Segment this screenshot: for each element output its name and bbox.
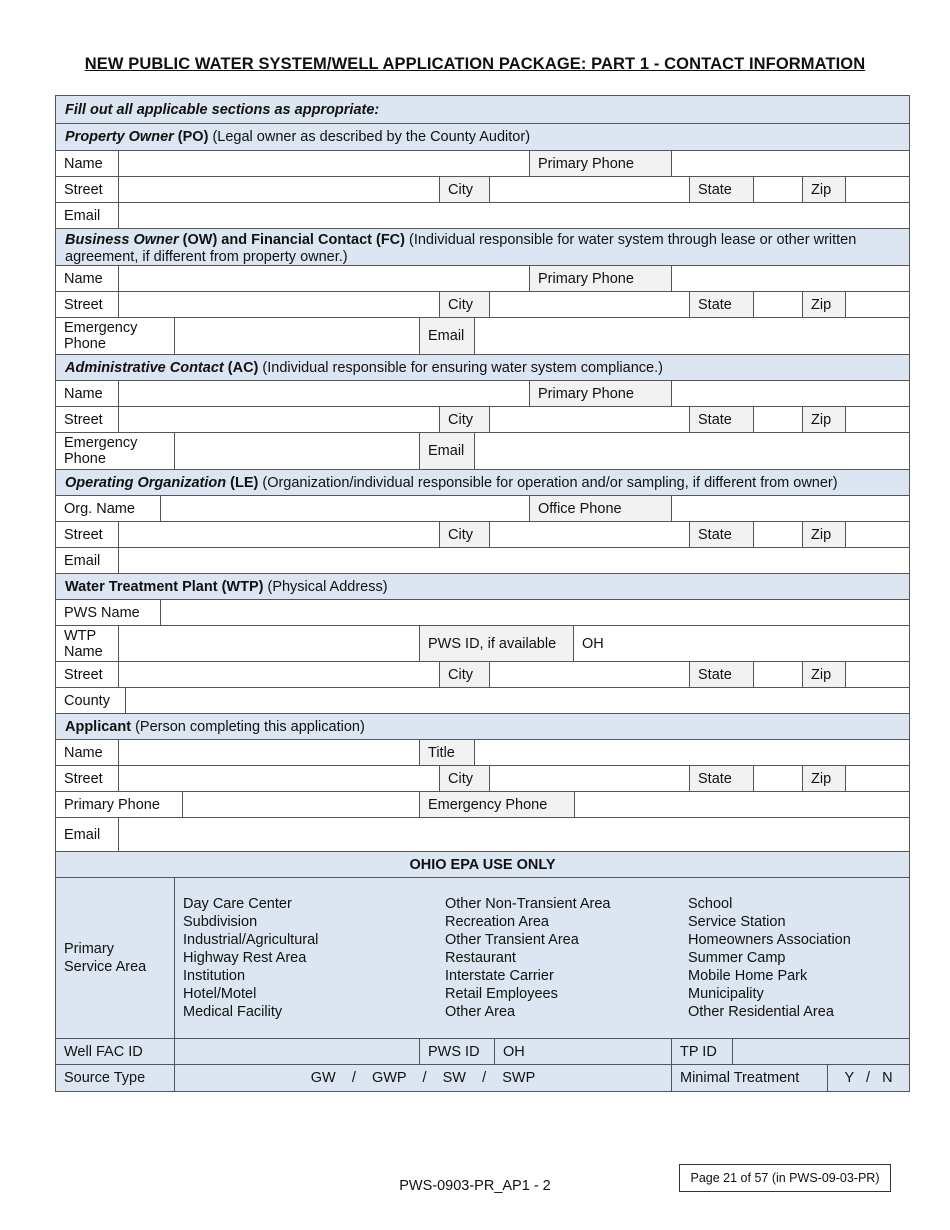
- le-street-label: Street: [64, 526, 103, 543]
- ow-zip-field[interactable]: [845, 292, 909, 317]
- wtp-pws-id-field[interactable]: OH: [573, 626, 909, 661]
- ac-emergency-row: [56, 433, 909, 470]
- well-fac-id-field[interactable]: [174, 1039, 419, 1064]
- service-area-option[interactable]: Industrial/Agricultural: [183, 932, 319, 948]
- ac-emergency-label-1: Emergency: [64, 435, 138, 451]
- applicant-email-label: Email: [64, 826, 101, 843]
- ac-desc: (Individual responsible for ensuring water system compliance.): [258, 359, 663, 376]
- wtp-zip-label: Zip: [802, 662, 845, 687]
- ac-state-label: State: [689, 407, 753, 432]
- ow-emergency-label-1: Emergency: [64, 320, 138, 336]
- ac-city-field[interactable]: [489, 407, 689, 432]
- wtp-name-label-1: WTP: [64, 627, 97, 644]
- wtp-title: Water Treatment Plant (WTP): [65, 578, 264, 595]
- applicant-title-label: Title: [419, 740, 474, 765]
- service-area-column-3: [680, 878, 909, 1038]
- service-area-option[interactable]: Other Non-Transient Area: [445, 896, 611, 912]
- primary-service-area-label: [56, 878, 174, 1038]
- applicant-header: [56, 714, 909, 740]
- ow-desc: (Individual responsible for water system through lease or other written agreement, if different from property owner.): [65, 232, 857, 265]
- wtp-street-label: Street: [64, 666, 103, 683]
- service-area-option[interactable]: School: [688, 896, 733, 912]
- service-area-option[interactable]: Day Care Center: [183, 896, 292, 912]
- applicant-city-label: City: [439, 766, 489, 791]
- applicant-emergency-field[interactable]: [574, 792, 909, 817]
- minimal-treatment-options[interactable]: Y / N: [827, 1065, 909, 1091]
- le-state-field[interactable]: [753, 522, 802, 547]
- po-email-row: [56, 203, 909, 229]
- ow-city-label: City: [439, 292, 489, 317]
- ow-email-label: Email: [419, 318, 474, 354]
- ow-phone-label: Primary Phone: [529, 266, 671, 291]
- le-phone-field[interactable]: [671, 496, 909, 521]
- wtp-county-row: [56, 688, 909, 714]
- epa-source-row: [56, 1065, 909, 1091]
- wtp-state-field[interactable]: [753, 662, 802, 687]
- applicant-zip-label: Zip: [802, 766, 845, 791]
- service-area-option[interactable]: Subdivision: [183, 914, 258, 930]
- ac-name-label: Name: [64, 385, 103, 402]
- le-desc: (Organization/individual responsible for operation and/or sampling, if different from owner): [258, 474, 838, 491]
- po-address-row: [56, 177, 909, 203]
- service-area-option[interactable]: Summer Camp: [688, 950, 786, 966]
- wtp-pws-name-row: [56, 600, 909, 626]
- wtp-desc: (Physical Address): [263, 578, 388, 595]
- ow-phone-field[interactable]: [671, 266, 909, 291]
- le-address-row: [56, 522, 909, 548]
- epa-pws-id-label: PWS ID: [419, 1039, 494, 1064]
- applicant-name-field[interactable]: [118, 740, 419, 765]
- wtp-pws-name-label: PWS Name: [64, 604, 140, 621]
- epa-service-area-row: [56, 878, 909, 1039]
- ow-code: (OW) and Financial Contact (FC): [178, 232, 405, 248]
- applicant-state-label: State: [689, 766, 753, 791]
- applicant-street-label: Street: [64, 770, 103, 787]
- ow-address-row: [56, 292, 909, 318]
- po-state-label: State: [689, 177, 753, 202]
- le-city-field[interactable]: [489, 522, 689, 547]
- wtp-street-field[interactable]: [118, 662, 439, 687]
- service-area-option[interactable]: Medical Facility: [183, 1004, 283, 1020]
- ac-email-field[interactable]: [474, 433, 909, 469]
- epa-pws-id-field[interactable]: OH: [494, 1039, 671, 1064]
- applicant-address-row: [56, 766, 909, 792]
- po-zip-label: Zip: [802, 177, 845, 202]
- well-fac-id-label: Well FAC ID: [64, 1043, 143, 1060]
- applicant-title: Applicant: [65, 718, 132, 735]
- ac-zip-field[interactable]: [845, 407, 909, 432]
- applicant-email-field[interactable]: [118, 818, 909, 851]
- applicant-name-label: Name: [64, 744, 103, 761]
- service-area-option[interactable]: Mobile Home Park: [688, 968, 808, 984]
- form-code: PWS-0903-PR_AP1 - 2: [399, 1178, 551, 1194]
- service-area-option[interactable]: Hotel/Motel: [183, 986, 257, 1002]
- wtp-county-field[interactable]: [125, 688, 909, 713]
- le-title: Operating Organization: [65, 474, 227, 491]
- applicant-zip-field[interactable]: [845, 766, 909, 791]
- page-title: NEW PUBLIC WATER SYSTEM/WELL APPLICATION PACKAGE: PART 1 - CONTACT INFORMATION: [84, 55, 866, 73]
- ac-address-row: [56, 407, 909, 433]
- service-area-option[interactable]: Highway Rest Area: [183, 950, 307, 966]
- po-zip-field[interactable]: [845, 177, 909, 202]
- ac-code: (AC): [223, 359, 259, 376]
- po-name-field[interactable]: [118, 151, 529, 176]
- wtp-name-field[interactable]: [118, 626, 419, 661]
- po-city-field[interactable]: [489, 177, 689, 202]
- le-email-row: [56, 548, 909, 574]
- po-email-field[interactable]: [118, 203, 909, 228]
- po-street-field[interactable]: [118, 177, 439, 202]
- le-org-field[interactable]: [160, 496, 529, 521]
- page-number-box: Page 21 of 57 (in PWS-09-03-PR): [679, 1164, 891, 1192]
- service-area-column-1: [174, 878, 437, 1038]
- ac-phone-label: Primary Phone: [529, 381, 671, 406]
- ow-emergency-label-2: Phone: [64, 336, 106, 352]
- wtp-pws-name-field[interactable]: [160, 600, 909, 625]
- ac-emergency-label: [56, 433, 174, 469]
- applicant-phone-row: [56, 792, 909, 818]
- service-area-option[interactable]: Interstate Carrier: [445, 968, 554, 984]
- applicant-desc: (Person completing this application): [131, 718, 365, 735]
- ow-emergency-label: [56, 318, 174, 354]
- le-org-label: Org. Name: [64, 500, 135, 517]
- po-title: Property Owner: [65, 129, 174, 145]
- business-owner-header: [56, 229, 909, 266]
- ow-emergency-row: [56, 318, 909, 355]
- po-state-field[interactable]: [753, 177, 802, 202]
- service-area-option[interactable]: Retail Employees: [445, 986, 558, 1002]
- po-street-label: Street: [64, 181, 103, 198]
- ac-email-label: Email: [419, 433, 474, 469]
- applicant-phone-label: Primary Phone: [64, 796, 160, 813]
- ac-street-field[interactable]: [118, 407, 439, 432]
- psa-label-2: Service Area: [64, 959, 147, 975]
- ac-name-row: [56, 381, 909, 407]
- instructions-text: Fill out all applicable sections as appropriate:: [65, 101, 380, 118]
- instructions-header: [56, 96, 909, 124]
- le-city-label: City: [439, 522, 489, 547]
- operating-org-header: [56, 470, 909, 496]
- ow-street-label: Street: [64, 296, 103, 313]
- le-zip-label: Zip: [802, 522, 845, 547]
- le-phone-label: Office Phone: [529, 496, 671, 521]
- ac-emergency-field[interactable]: [174, 433, 419, 469]
- po-name-label: Name: [64, 155, 103, 172]
- service-area-option[interactable]: Other Residential Area: [688, 1004, 834, 1020]
- wtp-name-label-2: Name: [64, 643, 103, 660]
- ac-zip-label: Zip: [802, 407, 845, 432]
- le-email-label: Email: [64, 552, 101, 569]
- wtp-name-row: [56, 626, 909, 662]
- wtp-city-label: City: [439, 662, 489, 687]
- ac-title: Administrative Contact: [65, 359, 224, 376]
- ow-name-label: Name: [64, 270, 103, 287]
- wtp-pws-id-label: PWS ID, if available: [419, 626, 573, 661]
- service-area-option[interactable]: Recreation Area: [445, 914, 549, 930]
- ow-name-row: [56, 266, 909, 292]
- service-area-option[interactable]: Restaurant: [445, 950, 516, 966]
- service-area-option[interactable]: Other Area: [445, 1004, 516, 1020]
- service-area-option[interactable]: Municipality: [688, 986, 764, 1002]
- le-name-row: [56, 496, 909, 522]
- epa-header: [56, 852, 909, 878]
- le-zip-field[interactable]: [845, 522, 909, 547]
- minimal-treatment-label: Minimal Treatment: [671, 1065, 827, 1091]
- ow-email-field[interactable]: [474, 318, 909, 354]
- ac-state-field[interactable]: [753, 407, 802, 432]
- wtp-address-row: [56, 662, 909, 688]
- source-type-options[interactable]: GW / GWP / SW / SWP: [174, 1065, 671, 1091]
- wtp-header: [56, 574, 909, 600]
- source-type-label: Source Type: [64, 1070, 146, 1086]
- ow-city-field[interactable]: [489, 292, 689, 317]
- ac-name-field[interactable]: [118, 381, 529, 406]
- admin-contact-header: [56, 355, 909, 381]
- applicant-street-field[interactable]: [118, 766, 439, 791]
- po-desc: (Legal owner as described by the County Auditor): [208, 129, 531, 145]
- applicant-emergency-label: Emergency Phone: [419, 792, 574, 817]
- service-area-option[interactable]: Homeowners Association: [688, 932, 851, 948]
- applicant-email-row: [56, 818, 909, 852]
- wtp-county-label: County: [64, 692, 110, 709]
- ow-zip-label: Zip: [802, 292, 845, 317]
- wtp-name-label: [56, 626, 118, 661]
- service-area-option[interactable]: Other Transient Area: [445, 932, 579, 948]
- ow-name-field[interactable]: [118, 266, 529, 291]
- le-state-label: State: [689, 522, 753, 547]
- wtp-city-field[interactable]: [489, 662, 689, 687]
- tp-id-label: TP ID: [671, 1039, 732, 1064]
- ac-street-label: Street: [64, 411, 103, 428]
- applicant-phone-field[interactable]: [182, 792, 419, 817]
- service-area-option[interactable]: Institution: [183, 968, 246, 984]
- ow-state-field[interactable]: [753, 292, 802, 317]
- tp-id-field[interactable]: [732, 1039, 909, 1064]
- ac-city-label: City: [439, 407, 489, 432]
- epa-id-row: [56, 1039, 909, 1065]
- ow-state-label: State: [689, 292, 753, 317]
- applicant-name-row: [56, 740, 909, 766]
- applicant-city-field[interactable]: [489, 766, 689, 791]
- po-city-label: City: [439, 177, 489, 202]
- ow-emergency-field[interactable]: [174, 318, 419, 354]
- po-name-row: [56, 151, 909, 177]
- ac-emergency-label-2: Phone: [64, 451, 106, 467]
- psa-label-1: Primary: [64, 941, 114, 957]
- applicant-title-field[interactable]: [474, 740, 909, 765]
- property-owner-header: [56, 124, 909, 151]
- le-code: (LE): [226, 474, 259, 491]
- service-area-column-2: [437, 878, 680, 1038]
- epa-header-text: OHIO EPA USE ONLY: [409, 856, 556, 873]
- ac-phone-field[interactable]: [671, 381, 909, 406]
- contact-form: [55, 95, 910, 1092]
- po-email-label: Email: [64, 207, 101, 224]
- po-code: (PO): [173, 129, 209, 145]
- service-area-option[interactable]: Service Station: [688, 914, 786, 930]
- wtp-state-label: State: [689, 662, 753, 687]
- po-phone-field[interactable]: [671, 151, 909, 176]
- po-phone-label: Primary Phone: [529, 151, 671, 176]
- wtp-zip-field[interactable]: [845, 662, 909, 687]
- le-street-field[interactable]: [118, 522, 439, 547]
- ow-title: Business Owner: [65, 232, 179, 248]
- le-email-field[interactable]: [118, 548, 909, 573]
- ow-street-field[interactable]: [118, 292, 439, 317]
- applicant-state-field[interactable]: [753, 766, 802, 791]
